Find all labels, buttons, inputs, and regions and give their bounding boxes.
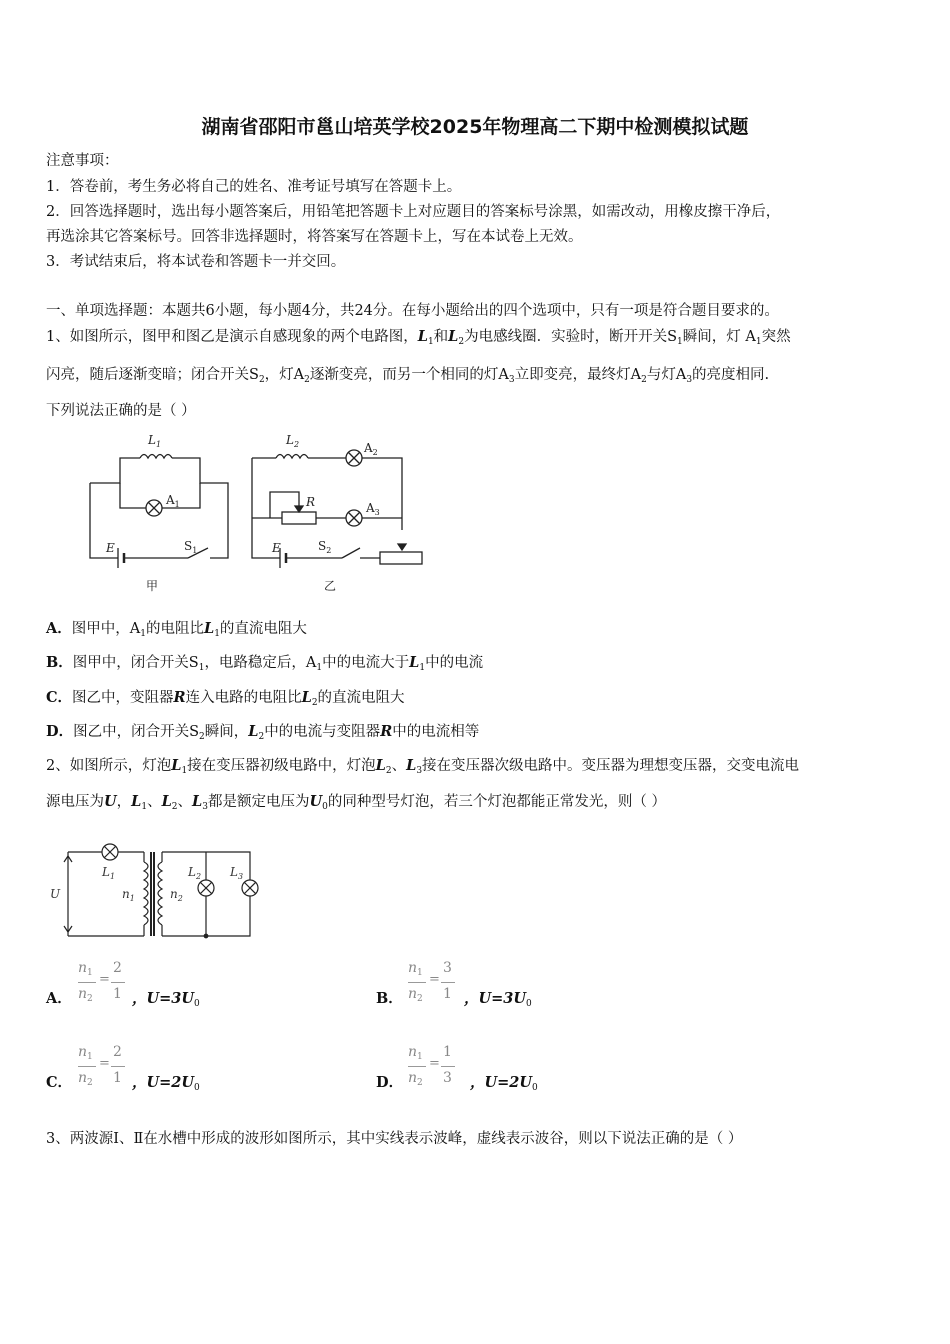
label-U: U <box>50 887 61 901</box>
label-L1: $L_1$ <box>102 865 116 881</box>
q2-transformer-figure <box>44 838 264 948</box>
notice-heading: 注意事项： <box>46 153 119 169</box>
q2-stem-line1: 2、如图所示，灯泡$L_1$接在变压器初级电路中，灯泡$L_2$、$L_3$接在变压器次级电路中。变压器为理想变压器，交变电流电 <box>46 757 800 776</box>
q1-stem-line2: 闪亮，随后逐渐变暗；闭合开关$S_2$，灯$A_2$逐渐变亮，而另一个相同的灯$A_3$立即变亮，最终灯$A_2$与灯$A_3$的亮度相同. <box>46 367 770 385</box>
q2-stem-line2: 源电压为U，$L_1$、$L_2$、$L_3$都是额定电压为$U_0$的同种型号灯泡，若三个灯泡都能正常发光，则（ ） <box>46 793 666 812</box>
caption-yi: 乙 <box>324 579 337 593</box>
label-L2: $L_2$ <box>286 433 300 449</box>
exam-page: 湖南省邵阳市邕山培英学校2025年物理高二下期中检测模拟试题 注意事项： 1．答卷前，考生务必将自己的姓名、准考证号填写在答题卡上。 2．回答选择题时，选出每小题答案后，用铅笔把答题卡上对应题目的答案标号涂黑，如需改动，用橡皮擦干净后， 再选涂其它答案标号。回答非选择题时，将答案写在答题卡上，写在本试卷上无效。 3．考试结束后，将本试卷和答题卡一并交回。 一、单项选择题：本题共6小题，每小题4分，共24分。在每小题给出的四个选项中，只有一项是符合题目要求的。 1、如图所示，图甲和图乙是演示自感现象的两个电路图，$L_1$和$L_2$为电感线圈．实验时，断开开关$S_1$瞬间，灯 $A_1$突然 闪亮，随后逐渐变暗；闭合开关$S_2$，灯$A_2$逐渐变亮，而另一个相同的灯$A_3$立即变亮，最终灯$A_2$与灯$A_3$的亮度相同. 下列说法正确的是（ ） $L_1$ $A_1$ E $S_1$ 甲 $L_2$ $A_2$ R $A_3$ E $S_2$ 乙 A．图甲中，$A_1$的电阻比$L_1$的直流电阻大 B．图甲中，闭合开关$S_1$，电路稳定后，$A_1$中的电流大于$L_1$中的电流 C．图乙中，变阻器R连入电路的电阻比$L_2$的直流电阻大 D．图乙中，闭合开关$S_2$瞬间，$L_2$中的电流与变阻器R中的电流相等 2、如图所示，灯泡$L_1$接在变压器初级电路中，灯泡$L_2$、$L_3$接在变压器次级电路中。变压器为理想变压器，交变电流电 源电压为U，$L_1$、$L_2$、$L_3$都是额定电压为$U_0$的同种型号灯泡，若三个灯泡都能正常发光，则（ ） U $L_1$ $n_1$ $n_2$ $L_2$ $L_3$ A． $n_1$ $n_2$ = 2 1 ，$U=3U_0$ B． $n_1$ $n_2$ = 3 1 ，$U=3U_0$ C． $n_1$ $n_2$ = 2 1 ，$U=2U_0$ D． $n_1$ $n_2$ = 1 3 ，$U=2U_0$ 3、两波源Ⅰ、Ⅱ在水槽中形成的波形如图所示，其中实线表示波峰，虚线表示波谷，则以下说法正确的是（ ） <box>0 0 950 1344</box>
label-L1: $L_1$ <box>148 433 162 449</box>
label-n2: $n_2$ <box>170 887 183 903</box>
label-L3: $L_3$ <box>230 865 244 881</box>
q1-option-a[interactable]: A．图甲中，$A_1$的电阻比$L_1$的直流电阻大 <box>46 620 307 639</box>
section-heading: 一、单项选择题：本题共6小题，每小题4分，共24分。在每小题给出的四个选项中，只有一项是符合题目要求的。 <box>46 303 779 319</box>
label-E-a: E <box>106 541 115 555</box>
q3-stem: 3、两波源Ⅰ、Ⅱ在水槽中形成的波形如图所示，其中实线表示波峰，虚线表示波谷，则以下说法正确的是（ ） <box>46 1131 743 1147</box>
label-A2: $A_2$ <box>364 441 378 457</box>
q1-option-b[interactable]: B．图甲中，闭合开关$S_1$，电路稳定后，$A_1$中的电流大于$L_1$中的电流 <box>46 654 484 673</box>
notice-item: 再选涂其它答案标号。回答非选择题时，将答案写在答题卡上，写在本试卷上无效。 <box>46 229 583 245</box>
label-A3: $A_3$ <box>366 501 380 517</box>
q1-option-c[interactable]: C．图乙中，变阻器R连入电路的电阻比$L_2$的直流电阻大 <box>46 689 405 708</box>
label-S1: $S_1$ <box>184 539 198 555</box>
page-title: 湖南省邵阳市邕山培英学校2025年物理高二下期中检测模拟试题 <box>201 116 749 138</box>
notice-item: 1．答卷前，考生务必将自己的姓名、准考证号填写在答题卡上。 <box>46 179 462 195</box>
q1-stem-line3: 下列说法正确的是（ ） <box>46 403 196 419</box>
label-R: R <box>306 495 316 509</box>
label-E-b: E <box>272 541 281 555</box>
label-S2: $S_2$ <box>318 539 332 555</box>
label-A1: $A_1$ <box>166 493 180 509</box>
caption-jia: 甲 <box>146 579 159 593</box>
notice-item: 2．回答选择题时，选出每小题答案后，用铅笔把答题卡上对应题目的答案标号涂黑，如需改动，用橡皮擦干净后， <box>46 204 781 220</box>
q1-stem-line1: 1、如图所示，图甲和图乙是演示自感现象的两个电路图，$L_1$和$L_2$为电感线圈．实验时，断开开关$S_1$瞬间，灯 $A_1$突然 <box>46 328 791 347</box>
label-L2: $L_2$ <box>188 865 202 881</box>
notice-item: 3．考试结束后，将本试卷和答题卡一并交回。 <box>46 254 346 270</box>
q1-option-d[interactable]: D．图乙中，闭合开关$S_2$瞬间，$L_2$中的电流与变阻器R中的电流相等 <box>46 723 480 742</box>
label-n1: $n_1$ <box>122 887 135 903</box>
q1-circuit-figure <box>80 428 440 598</box>
